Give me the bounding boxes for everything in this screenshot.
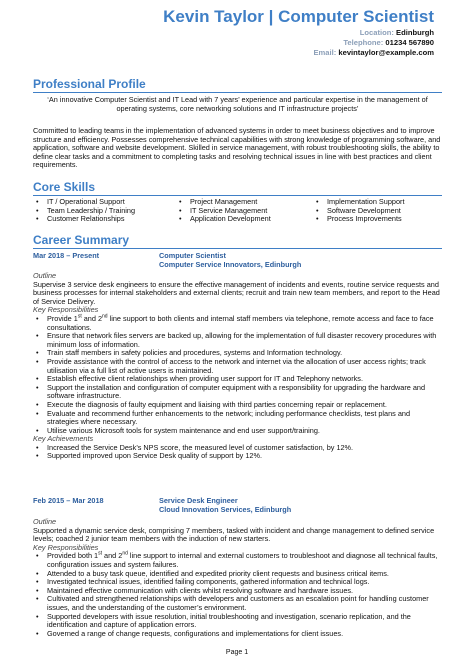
skills-divider [33,195,442,196]
job-1-dates: Mar 2018 – Present [33,251,100,260]
job-1-details [33,272,442,461]
job-1-responsibilities-label: Key Responsibilities [33,305,99,315]
skill-item: • Project Management [178,198,315,207]
list-item: • Establish effective client relationships when providing user support for IT and Telephony networks. [33,375,442,384]
list-item: • Supported improved upon Service Desk quality of support by 12%. [33,452,442,461]
list-item: • Ensure that network files servers are backed up, allowing for the implementation of full disaster recovery procedures with minimum loss of information. [33,332,442,349]
skills-column-2 [178,198,315,224]
location-value: Edinburgh [396,28,434,37]
job-1-achievements-label: Key Achievements [33,434,94,444]
list-item: • Utilise various Microsoft tools for system maintenance and end user support/training. [33,427,442,436]
job-2-role [159,497,291,514]
job-1-header [33,252,442,272]
skill-item: • IT Service Management [178,207,315,216]
job-2-responsibilities-label: Key Responsibilities [33,542,99,552]
email-value: kevintaylor@example.com [338,48,434,57]
skill-item: • IT / Operational Support [35,198,178,207]
list-item: • Maintained effective communication with clients whilst resolving software and hardware issues. [33,587,442,596]
job-1-title: Computer Scientist [159,251,226,260]
skills-column-1 [35,198,178,224]
list-item: • Investigated technical issues, identified failing components, gathered information and technical logs. [33,578,442,587]
list-item: • Provide 1st and 2nd line support to both clients and internal staff members via telephone, remote access and face to face consultations. [33,315,442,332]
skills-heading: Core Skills [33,180,96,194]
skill-item: • Customer Relationships [35,215,178,224]
email-line [163,48,434,58]
job-1-responsibilities [33,315,442,435]
skills-column-3 [315,198,440,224]
list-item: • Support the installation and configuration of computer equipment with a responsibility for upgrading the hardware and software infrastructure. [33,384,442,401]
skill-item: • Application Development [178,215,315,224]
list-item: • Train staff members in safety policies and procedures, systems and Information technology. [33,349,442,358]
job-2-dates: Feb 2015 – Mar 2018 [33,496,104,505]
telephone-label: Telephone: [343,38,384,47]
profile-body: Committed to leading teams in the implementation of advanced systems in order to meet business objectives and to improve structure and efficiency. Possesses comprehensive technical capabilities with strong knowledge of programming software, and application, software and website development. Skilled in service management, with robust troubleshooting skills, the ability to define clear tasks and a commitment to completing tasks and resolving technical issues in line with best practices and client requirements. [33,126,441,170]
job-2-header [33,497,442,517]
job-1-role [159,252,301,269]
page-number: Page 1 [225,649,249,656]
job-2-outline: Supported a dynamic service desk, comprising 7 members, tasked with incident and change management to defined service levels; coached 2 junior team members with the induction of new starters. [33,525,435,544]
list-item: • Execute the diagnosis of faulty equipment and liaising with third parties concerning repair or replacement. [33,401,442,410]
location-label: Location: [359,28,394,37]
email-label: Email: [313,48,337,57]
telephone-value: 01234 567890 [385,38,434,47]
job-1-outline: Supervise 3 service desk engineers to ensure the effective management of incidents and events, routine service requests and business processes for internal stakeholders and external clients; recruit and train new team members, and report to the Head of Service Delivery. [33,279,440,306]
job-1-outline-label: Outline [33,271,57,280]
profile-heading: Professional Profile [33,77,146,91]
skills-grid [35,198,440,224]
profile-divider [33,92,442,93]
list-item: • Attended to a busy task queue, identified and expedited priority client requests and business critical items. [33,570,442,579]
skill-item: • Implementation Support [315,198,440,207]
job-2-outline-label: Outline [33,517,57,526]
career-divider [33,248,442,249]
location-line [163,28,434,38]
list-item: • Supported developers with issue resolution, initial troubleshooting and investigation, scenario replication, and the identification and capture of application errors. [33,613,442,630]
career-heading: Career Summary [33,233,130,247]
job-2-details [33,518,442,638]
job-2-title: Service Desk Engineer [159,496,238,505]
job-1-company: Computer Service Innovators, Edinburgh [159,259,302,269]
profile-quote: ‘An innovative Computer Scientist and IT Lead with 7 years’ experience and particular expertise in the management of operating systems, core networking solutions and IT infrastructure projects’ [47,95,428,113]
job-1-achievements [33,444,442,461]
list-item: • Cultivated and strengthened relationships with developers and customers as an escalation point for handling customer issues, and the understanding of the customer’s environment. [33,595,442,612]
list-item: • Increased the Service Desk’s NPS score, the measured level of customer satisfaction, by 12%. [33,444,442,453]
list-item: • Provided both 1st and 2nd line support to internal and external customers to troubleshoot and diagnose all technical faults, configuration issues and system failures. [33,552,442,569]
job-2-company: Cloud Innovation Services, Edinburgh [159,504,292,514]
list-item: • Evaluate and recommend further enhancements to the network; including performance checklists, test plans and strategies where necessary. [33,410,442,427]
job-2-responsibilities [33,552,442,638]
list-item: • Provide assistance with the control of access to the network and internet via the allocation of user access rights; track utilisation via a full list of active users is maintained. [33,358,442,375]
list-item: • Governed a range of change requests, configurations and implementations for client issues. [33,630,442,639]
cv-header [163,6,434,58]
skill-item: • Team Leadership / Training [35,207,178,216]
skill-item: • Software Development [315,207,440,216]
telephone-line [163,38,434,48]
candidate-name: Kevin Taylor | Computer Scientist [163,7,434,26]
skill-item: • Process Improvements [315,215,440,224]
